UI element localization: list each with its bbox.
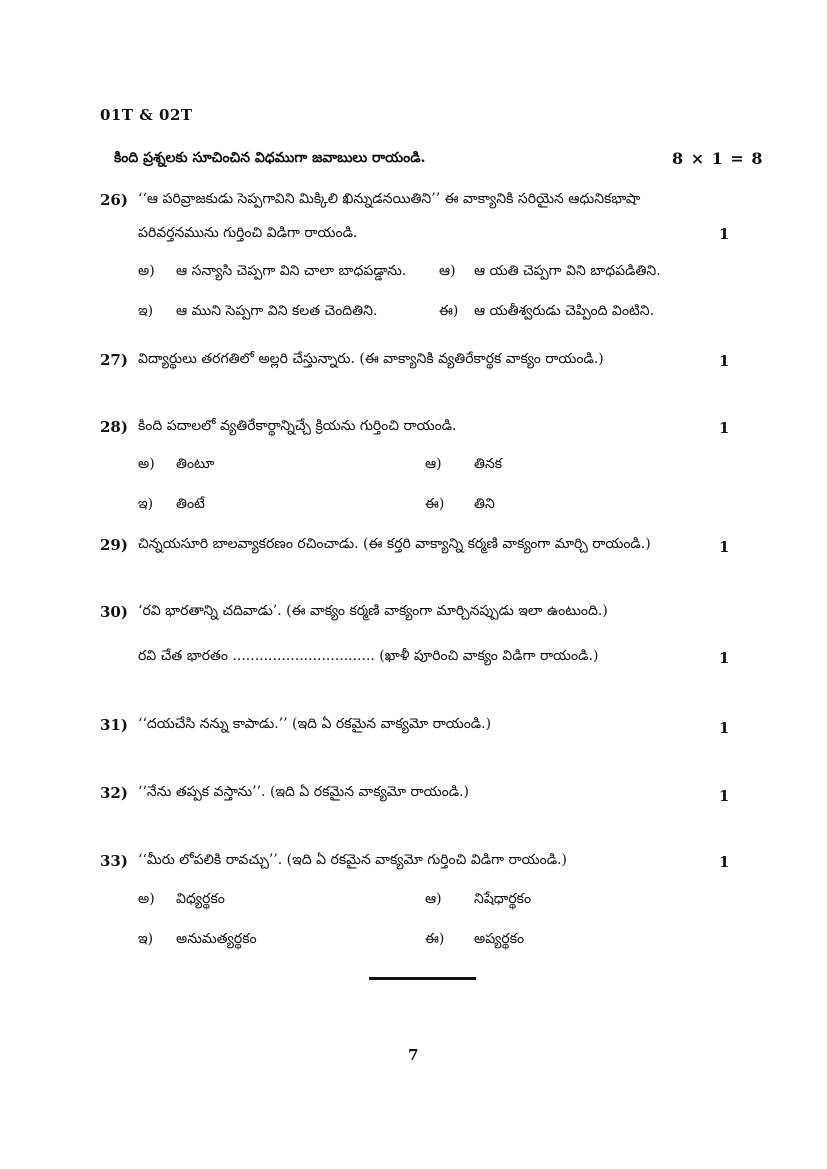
- section-instruction: కింది ప్రశ్నలకు సూచించిన విధముగా జవాబులు రాయండి.: [114, 150, 426, 166]
- option-label: ఇ): [138, 303, 154, 319]
- question-text-continued: పరివర్తనమును గుర్తించి విడిగా రాయండి.: [138, 225, 358, 241]
- option-label: ఇ): [138, 496, 154, 512]
- option-text: ఆ ముని సెప్పగా విని కలత చెందితిని.: [176, 303, 378, 319]
- paper-code: 01T & 02T: [100, 106, 193, 124]
- option-text: ఆ యతీశ్వరుడు చెప్పింది వింటిని.: [474, 303, 655, 319]
- question-marks: 1: [719, 538, 730, 556]
- option-text: ఆ యతి చెప్పగా విని బాధపడితిని.: [474, 263, 661, 279]
- option-label: ఆ): [439, 263, 456, 279]
- question-marks: 1: [719, 787, 730, 805]
- question-number: 28): [100, 418, 128, 436]
- question-text: ‘‘ఆ పరివ్రాజకుడు సెప్పగావిని మిక్కిలి ఖిన్నుడనయితిని’’ ఈ వాక్యానికి సరియైన ఆధునికభాషా: [138, 191, 641, 207]
- option-text: తింటూ: [176, 456, 215, 472]
- question-marks: 1: [719, 225, 730, 243]
- option-text: తినక: [474, 456, 503, 472]
- end-of-section-rule: [369, 977, 476, 980]
- question-number: 31): [100, 716, 128, 734]
- option-label: ఈ): [425, 496, 445, 512]
- question-text: విద్యార్థులు తరగతిలో అల్లరి చేస్తున్నారు. (ఈ వాక్యానికి వ్యతిరేకార్థక వాక్యం రాయండి.): [138, 351, 604, 367]
- option-text: ఆ సన్యాసి చెప్పగా విని చాలా బాధపడ్డాను.: [176, 263, 407, 279]
- question-number: 27): [100, 351, 128, 369]
- question-number: 33): [100, 852, 128, 870]
- question-text: ‘‘నేను తప్పక వస్తాను’’. (ఇది ఏ రకమైన వాక్యమో రాయండి.): [138, 784, 469, 800]
- marks-scheme: 8 × 1 = 8: [672, 149, 764, 168]
- question-text: ‘‘మీరు లోపలికి రావచ్చు’’. (ఇది ఏ రకమైన వాక్యమో గుర్తించి విడిగా రాయండి.): [138, 852, 567, 868]
- option-label: ఆ): [425, 456, 442, 472]
- question-marks: 1: [719, 419, 730, 437]
- question-text: ‘రవి భారతాన్ని చదివాడు’. (ఈ వాక్యం కర్మణి వాక్యంగా మార్చినప్పుడు ఇలా ఉంటుంది.): [138, 603, 608, 619]
- question-text-continued: రవి చేత భారతం ................................ (ఖాళీ పూరించి వాక్యం విడిగా రాయండి.): [138, 648, 599, 664]
- question-number: 29): [100, 536, 128, 554]
- question-text: చిన్నయసూరి బాలవ్యాకరణం రచించాడు. (ఈ కర్తరి వాక్యాన్ని కర్మణి వాక్యంగా మార్చి రాయండి.): [138, 536, 651, 552]
- option-text: తిని: [474, 496, 495, 512]
- question-marks: 1: [719, 853, 730, 871]
- option-text: తింటే: [176, 496, 205, 512]
- option-text: అనుమత్యర్థకం: [176, 931, 257, 947]
- option-label: అ): [138, 456, 155, 472]
- option-text: అప్యర్థకం: [474, 931, 525, 947]
- question-marks: 1: [719, 352, 730, 370]
- page-number: 7: [408, 1046, 419, 1064]
- question-marks: 1: [719, 719, 730, 737]
- question-number: 26): [100, 191, 128, 209]
- option-label: ఈ): [425, 931, 445, 947]
- option-label: ఈ): [439, 303, 459, 319]
- option-label: అ): [138, 891, 155, 907]
- option-label: అ): [138, 263, 155, 279]
- question-text: కింది పదాలలో వ్యతిరేకార్థాన్నిచ్చే క్రియను గుర్తించి రాయండి.: [138, 418, 457, 434]
- option-label: ఆ): [425, 891, 442, 907]
- option-label: ఇ): [138, 931, 154, 947]
- question-number: 30): [100, 603, 128, 621]
- option-text: విధ్యర్థకం: [176, 891, 225, 907]
- question-number: 32): [100, 784, 128, 802]
- option-text: నిషేధార్థకం: [474, 891, 532, 907]
- question-text: ‘‘దయచేసి నన్ను కాపాడు.’’ (ఇది ఏ రకమైన వాక్యమో రాయండి.): [138, 716, 492, 732]
- question-marks: 1: [719, 649, 730, 667]
